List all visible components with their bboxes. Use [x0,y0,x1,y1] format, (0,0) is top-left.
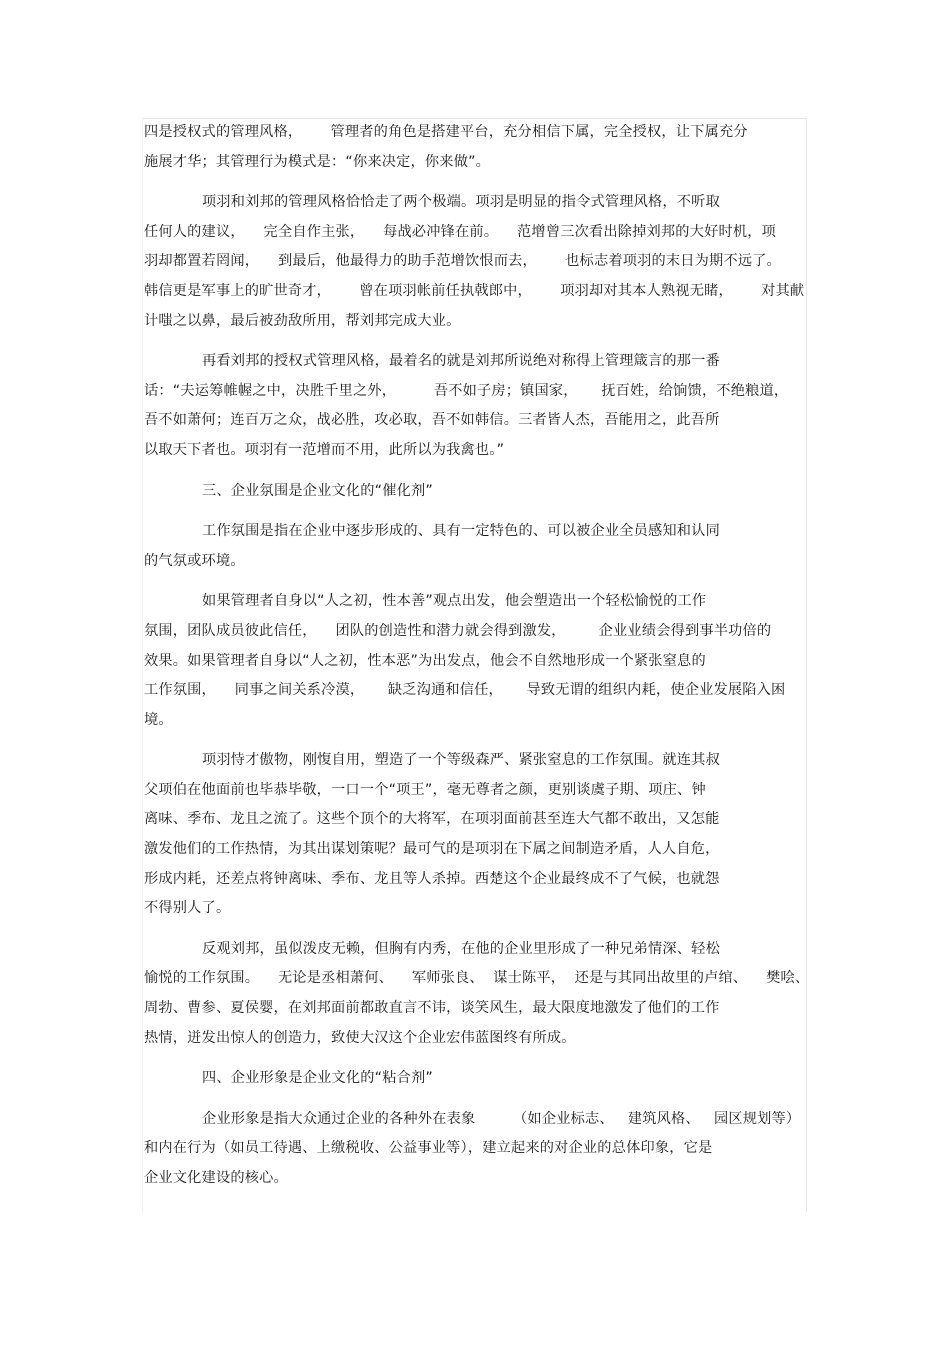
paragraph-gap [144,506,809,517]
text-line: 愉悦的工作氛围。 无论是丞相萧何、 军师张良、 谋士陈平， 还是与其同出故里的卢绾、 樊哙、 [144,970,810,987]
paragraph [144,587,809,735]
text-line: 氛围，团队成员彼此信任， 团队的创造性和潜力就会得到激发， 企业业绩会得到事半功倍的 [144,622,772,639]
paragraph [144,1064,809,1094]
text-line: 计嗤之以鼻，最后被劲敌所用，帮刘邦完成大业。 [144,312,461,329]
text-line: 项羽恃才傲物，刚愎自用，塑造了一个等级森严、紧张窒息的工作氛围。就连其叔 [202,752,720,769]
text-line: 境。 [144,711,173,728]
text-line: 韩信更是军事上的旷世奇才， 曾在项羽帐前任执戟郎中， 项羽却对其本人熟视无睹， 对其献 [144,282,805,299]
text-line: 如果管理者自身以“人之初，性本善”观点出发，他会塑造出一个轻松愉悦的工作 [202,593,707,610]
paragraph-gap [144,177,809,188]
paragraph [144,935,809,1053]
document-body [144,118,809,1194]
text-line: 企业形象是指大众通过企业的各种外在表象 （如企业标志、 建筑风格、 园区规划等） [202,1110,801,1127]
text-line: 效果。如果管理者自身以“人之初，性本恶”为出发点，他会不自然地形成一个紧张窒息的 [144,652,706,669]
paragraph [144,517,809,576]
text-line: 反观刘邦，虽似泼皮无赖，但胸有内秀，在他的企业里形成了一种兄弟情深、轻松 [202,940,720,957]
paragraph [144,477,809,507]
paragraph-gap [144,466,809,477]
text-line: 以取天下者也。项羽有一范增而不用，此所以为我禽也。” [144,441,505,458]
text-line: 吾不如萧何；连百万之众，战必胜，攻必取，吾不如韩信。三者皆人杰，吾能用之，此吾所 [144,412,720,429]
text-line: 四是授权式的管理风格， 管理者的角色是搭建平台，充分相信下属，完全授权，让下属充分 [144,124,748,140]
text-line: 再看刘邦的授权式管理风格，最着名的就是刘邦所说绝对称得上管理箴言的那一番 [202,353,720,370]
paragraph [144,746,809,924]
text-line: 形成内耗，还差点将钟离味、季布、龙且等人杀掉。西楚这个企业最终成不了气候，也就怨 [144,870,720,887]
paragraph-gap [144,1094,809,1105]
text-line: 工作氛围是指在企业中逐步形成的、具有一定特色的、可以被企业全员感知和认同 [202,523,720,540]
text-line: 和内在行为（如员工待遇、上缴税收、公益事业等），建立起来的对企业的总体印象，它是 [144,1140,713,1157]
text-line: 话：“夫运筹帷幄之中，决胜千里之外， 吾不如子房；镇国家， 抚百姓，给饷馈，不绝粮道， [144,382,789,399]
paragraph-gap [144,1053,809,1064]
text-line: 四、企业形象是企业文化的“粘合剂” [202,1070,433,1087]
paragraph-gap [144,336,809,347]
paragraph [144,1105,809,1194]
text-line: 工作氛围， 同事之间关系冷漠， 缺乏沟通和信任， 导致无谓的组织内耗，使企业发展陷入困 [144,682,786,699]
text-line: 不得别人了。 [144,900,231,917]
text-line: 任何人的建议， 完全自作主张， 每战必冲锋在前。 范增曾三次看出除掉刘邦的大好时机，项 [144,223,777,240]
text-line: 的气氛或环境。 [144,552,245,569]
text-line: 父项伯在他面前也毕恭毕敬，一口一个“项王”，毫无尊者之颜，更别谈虞子期、项庄、钟 [144,781,706,798]
text-line: 项羽和刘邦的管理风格恰恰走了两个极端。项羽是明显的指令式管理风格，不听取 [202,194,720,211]
paragraph [144,118,809,177]
text-line: 施展才华；其管理行为模式是：“你来决定，你来做”。 [144,153,491,170]
text-line: 热情，迸发出惊人的创造力，致使大汉这个企业宏伟蓝图终有所成。 [144,1029,576,1046]
paragraph [144,188,809,336]
paragraph-gap [144,576,809,587]
text-line: 周勃、曹参、夏侯婴，在刘邦面前都敢直言不讳，谈笑风生，最大限度地激发了他们的工作 [144,1000,720,1017]
paragraph-gap [144,924,809,935]
text-line: 羽却都置若罔闻， 到最后，他最得力的助手范增饮恨而去， 也标志着项羽的末日为期不远了。 [144,253,781,270]
text-line: 企业文化建设的核心。 [144,1170,288,1186]
text-line: 离味、季布、龙且之流了。这些个顶个的大将军，在项羽面前甚至连大气都不敢出，又怎能 [144,811,720,828]
paragraph-gap [144,735,809,746]
text-line: 激发他们的工作热情，为其出谋划策呢？最可气的是项羽在下属之间制造矛盾，人人自危， [144,841,720,858]
text-line: 三、企业氛围是企业文化的“催化剂” [202,482,433,499]
paragraph [144,347,809,465]
